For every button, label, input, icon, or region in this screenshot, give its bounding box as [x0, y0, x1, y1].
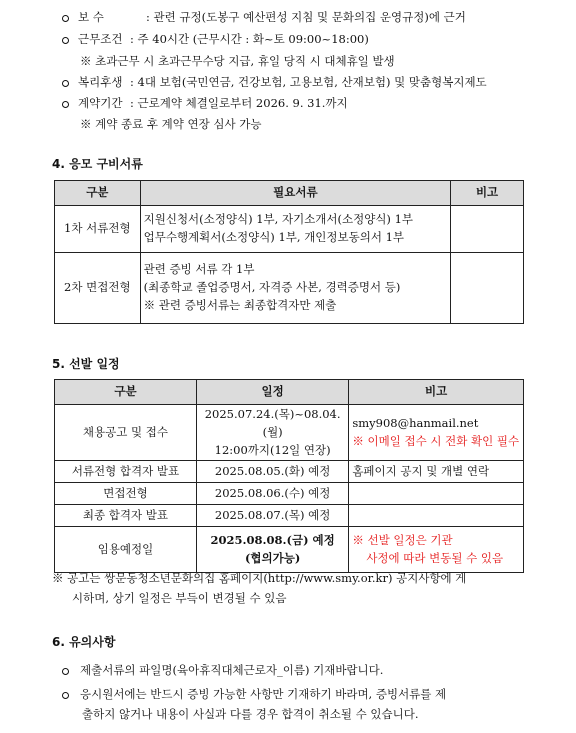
table-row — [55, 505, 524, 527]
list-label-welfare: 복리후생 — [78, 75, 123, 89]
schedule-footnote: ※ 공고는 쌍문동청소년문화의집 홈페이지(http://www.smy.or.kr) 공지사항에 게 — [52, 571, 467, 585]
bullet-icon — [62, 692, 69, 699]
date-line: (협의가능) — [244, 550, 301, 565]
table-header: 구분 — [55, 380, 197, 405]
table-cell-note — [349, 505, 524, 527]
table-row — [55, 253, 524, 324]
note-extension: ※ 계약 종료 후 계약 연장 심사 가능 — [80, 117, 262, 131]
table-cell-category: 면접전형 — [55, 483, 197, 505]
document-line: (최종학교 졸업증명서, 자격증 사본, 경력증명서 등) — [143, 280, 401, 295]
table-header: 일정 — [196, 380, 348, 405]
warning-note: ※ 선발 일정은 기관 — [352, 533, 453, 548]
table-cell-date — [196, 405, 348, 461]
notice-item: 제출서류의 파일명(육아휴직대체근로자_이름) 기재바랍니다. — [80, 663, 384, 677]
bullet-icon — [62, 668, 69, 675]
list-label-contract: 계약기간 — [78, 96, 123, 110]
table-header: 구분 — [55, 181, 141, 206]
table-cell-category: 2차 면접전형 — [55, 253, 141, 324]
table-cell-category: 채용공고 및 접수 — [55, 405, 197, 461]
section-6-title: 6. 유의사항 — [52, 635, 116, 649]
table-cell-documents — [140, 206, 450, 253]
table-header-row — [55, 181, 524, 206]
warning-note: ※ 이메일 접수 시 전화 확인 필수 — [352, 433, 520, 448]
warning-note: 사정에 따라 변동될 수 있음 — [366, 550, 504, 565]
table-cell-category: 1차 서류전형 — [55, 206, 141, 253]
list-label-pay: 보 수 — [78, 10, 104, 24]
table-row — [55, 527, 524, 573]
notice-item: 응시원서에는 반드시 증빙 가능한 사항만 기재하기 바라며, 증빙서류를 제 — [80, 687, 447, 701]
date-line: 12:00까지(12일 연장) — [214, 442, 331, 457]
section-5-title: 5. 선발 일정 — [52, 357, 120, 371]
table-header: 필요서류 — [140, 181, 450, 206]
date-line: 2025.07.24.(목)~08.04.(월) — [204, 407, 341, 439]
document-line: 업무수행계획서(소정양식) 1부, 개인정보동의서 1부 — [143, 230, 405, 244]
table-row — [55, 405, 524, 461]
table-cell-category: 최종 합격자 발표 — [55, 505, 197, 527]
table-cell-note: 홈페이지 공지 및 개별 연락 — [349, 461, 524, 483]
section-4-title: 4. 응모 구비서류 — [52, 157, 143, 171]
schedule-footnote-cont: 시하며, 상기 일정은 부득이 변경될 수 있음 — [72, 591, 287, 605]
table-cell-date — [196, 527, 348, 573]
document-line: ※ 관련 증빙서류는 최종합격자만 제출 — [143, 297, 337, 312]
bullet-icon — [62, 80, 69, 87]
date-line: 2025.08.08.(금) 예정 — [210, 533, 335, 548]
table-header-row — [55, 380, 524, 405]
email-address: smy908@hanmail.net — [352, 415, 479, 430]
document-line: 관련 증빙 서류 각 1부 — [143, 262, 255, 277]
table-cell-date: 2025.08.06.(수) 예정 — [196, 483, 348, 505]
table-cell-note — [451, 253, 524, 324]
schedule-table — [54, 379, 524, 573]
bullet-icon — [62, 37, 69, 44]
bullet-icon — [62, 15, 69, 22]
table-header: 비고 — [349, 380, 524, 405]
bullet-icon — [62, 101, 69, 108]
list-text-pay: : 관련 규정(도봉구 예산편성 지침 및 문화의집 운영규정)에 근거 — [146, 10, 466, 24]
table-row — [55, 206, 524, 253]
note-overtime: ※ 초과근무 시 초과근무수당 지급, 휴일 당직 시 대체휴일 발생 — [80, 54, 395, 68]
table-cell-note — [349, 405, 524, 461]
table-cell-note — [451, 206, 524, 253]
documents-table — [54, 180, 524, 324]
table-row — [55, 483, 524, 505]
table-cell-documents — [140, 253, 450, 324]
table-header: 비고 — [451, 181, 524, 206]
table-cell-note — [349, 527, 524, 573]
table-row — [55, 461, 524, 483]
list-label-conditions: 근무조건 — [78, 32, 123, 46]
table-cell-category: 서류전형 합격자 발표 — [55, 461, 197, 483]
notice-item-cont: 출하지 않거나 내용이 사실과 다를 경우 합격이 취소될 수 있습니다. — [82, 707, 419, 721]
table-cell-date: 2025.08.05.(화) 예정 — [196, 461, 348, 483]
table-cell-category: 임용예정일 — [55, 527, 197, 573]
list-text-conditions: : 주 40시간 (근무시간 : 화~토 09:00~18:00) — [130, 32, 369, 46]
table-cell-note — [349, 483, 524, 505]
table-cell-date: 2025.08.07.(목) 예정 — [196, 505, 348, 527]
list-text-welfare: : 4대 보험(국민연금, 건강보험, 고용보험, 산재보험) 및 맞춤형복지제도 — [130, 75, 487, 89]
document-line: 지원신청서(소정양식) 1부, 자기소개서(소정양식) 1부 — [143, 212, 414, 227]
list-text-contract: : 근로계약 체결일로부터 2026. 9. 31.까지 — [130, 96, 348, 110]
